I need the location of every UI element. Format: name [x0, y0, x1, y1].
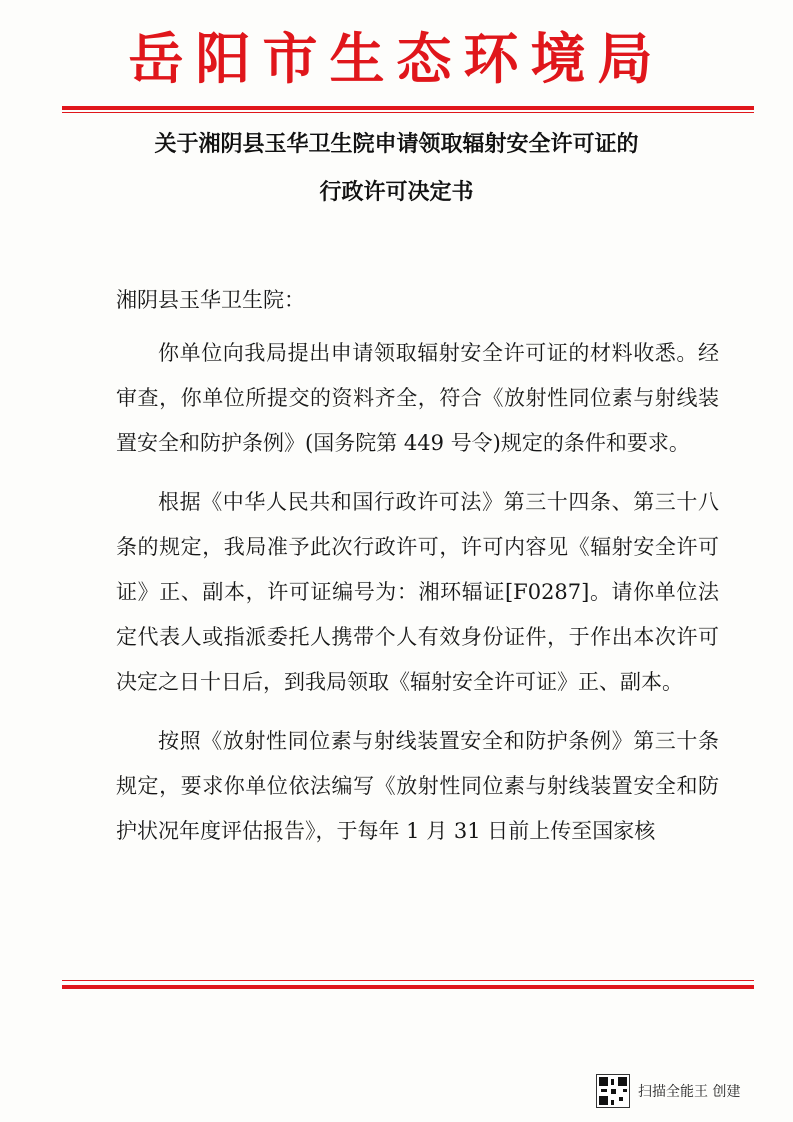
document-title-line1: 关于湘阴县玉华卫生院申请领取辐射安全许可证的 — [154, 132, 639, 157]
document-title-line2: 行政许可决定书 — [319, 180, 474, 205]
letterhead-org-name: 岳阳市生态环境局 — [128, 27, 665, 91]
letterhead-rule-thin — [62, 112, 754, 113]
qr-code-icon — [596, 1074, 630, 1108]
scanner-label: 扫描全能王 创建 — [638, 1084, 741, 1100]
body-paragraph-1: 你单位向我局提出申请领取辐射安全许可证的材料收悉。经审查，你单位所提交的资料齐全，符合《放射性同位素与射线装置安全和防护条例》(国务院第 449 号令)规定的条件和要求。 — [116, 341, 719, 455]
footer-rule-thick — [62, 985, 754, 989]
letterhead-rule-thick — [62, 106, 754, 110]
document-body — [116, 278, 719, 868]
body-paragraph-2: 根据《中华人民共和国行政许可法》第三十四条、第三十八条的规定，我局准予此次行政许可，许可内容见《辐射安全许可证》正、副本，许可证编号为：湘环辐证[F0287]。请你单位法定代表人或指派委托人携带个人有效身份证件，于作出本次许可决定之日十日后，到我局领取《辐射安全许可证》正、副本。 — [116, 490, 719, 694]
salutation: 湘阴县玉华卫生院： — [116, 288, 305, 312]
body-paragraph-3: 按照《放射性同位素与射线装置安全和防护条例》第三十条规定，要求你单位依法编写《放射性同位素与射线装置安全和防护状况年度评估报告》，于每年 1 月 31 日前上传至国家核 — [116, 729, 719, 843]
scanner-badge — [596, 1069, 740, 1113]
footer-rule-thin — [62, 980, 754, 981]
